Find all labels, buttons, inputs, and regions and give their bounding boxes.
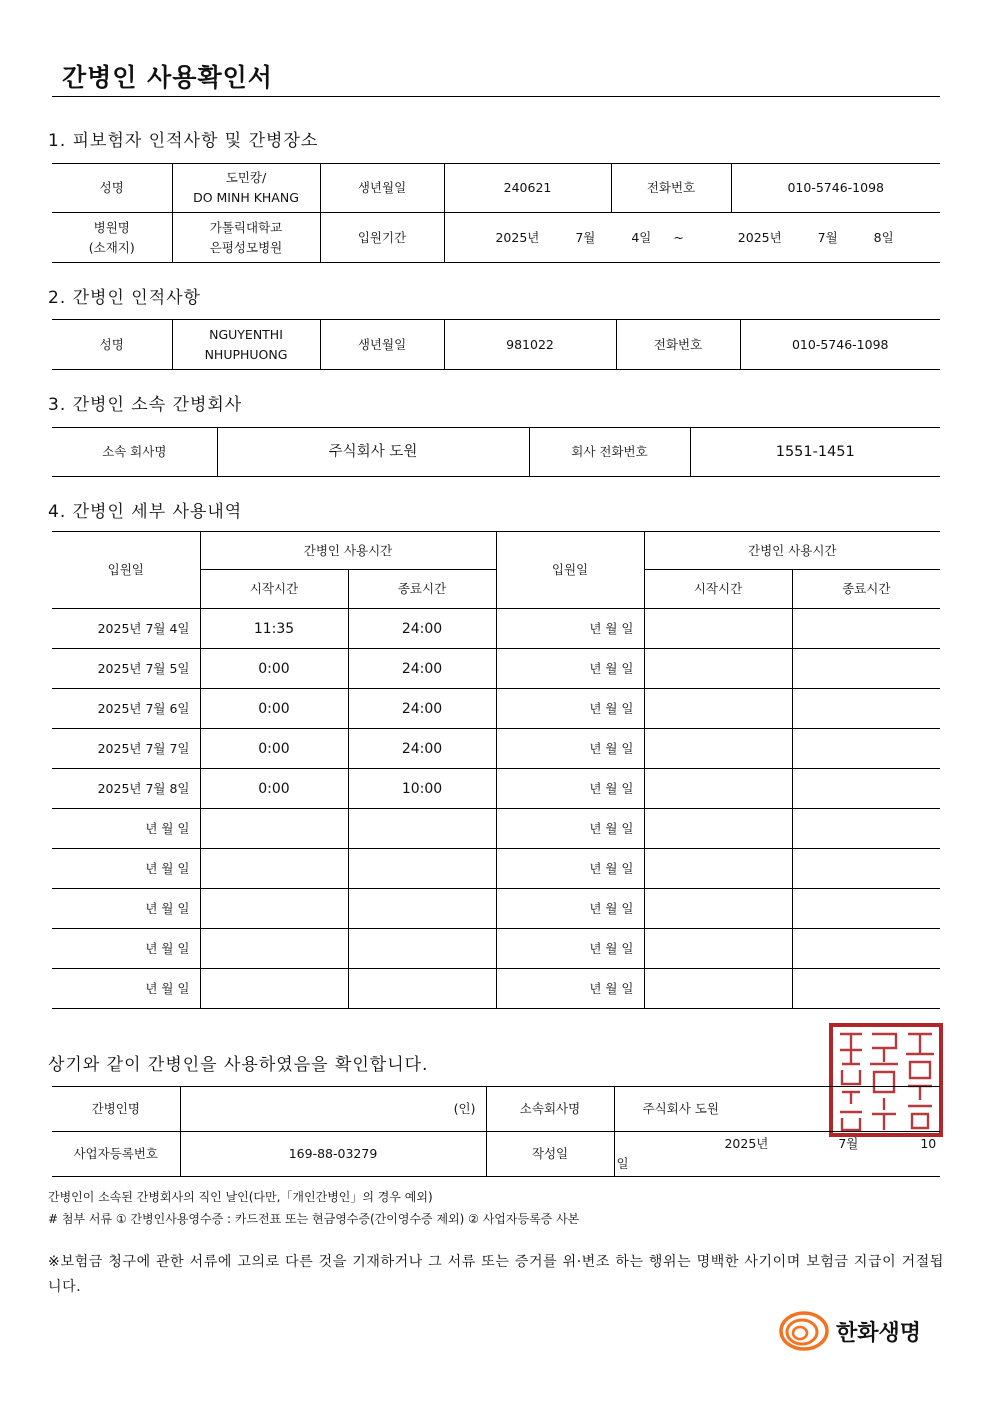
company-sign-value: 주식회사 도원 bbox=[614, 1087, 940, 1132]
period-separator: ~ bbox=[673, 229, 684, 245]
table-row bbox=[52, 729, 940, 769]
hospital-location-label: (소재지) bbox=[88, 239, 135, 255]
start-time-cell bbox=[200, 809, 348, 849]
hanwha-logo-icon bbox=[778, 1308, 830, 1354]
start-time-cell bbox=[200, 929, 348, 969]
admit-date-cell: 2025년 7월 4일 bbox=[52, 609, 200, 649]
end-time-cell: 10:00 bbox=[348, 769, 496, 809]
written-date-value bbox=[614, 1132, 940, 1177]
admit-date-cell: 년 월 일 bbox=[52, 889, 200, 929]
insured-info-table bbox=[52, 163, 940, 263]
table-row bbox=[52, 889, 940, 929]
end-time-cell bbox=[348, 849, 496, 889]
admit-date-cell-right: 년 월 일 bbox=[496, 849, 644, 889]
start-time-cell-right bbox=[644, 809, 792, 849]
admit-date-cell: 2025년 7월 8일 bbox=[52, 769, 200, 809]
end-time-cell bbox=[348, 929, 496, 969]
section4-heading: 4. 간병인 세부 사용내역 bbox=[48, 502, 243, 522]
caregiver-phone-value: 010-5746-1098 bbox=[740, 320, 940, 370]
caregiver-info-table bbox=[52, 319, 940, 370]
usage-time-header-right: 간병인 사용시간 bbox=[644, 532, 940, 570]
end-time-cell-right bbox=[792, 689, 940, 729]
company-info-table bbox=[52, 427, 940, 477]
insured-name-ko: 도민캉/ bbox=[225, 170, 267, 185]
written-month: 7월 bbox=[838, 1136, 859, 1151]
written-day: 10일 bbox=[616, 1136, 937, 1171]
period-label: 입원기간 bbox=[320, 213, 444, 263]
admit-date-cell-right: 년 월 일 bbox=[496, 769, 644, 809]
usage-time-header-left: 간병인 사용시간 bbox=[200, 532, 496, 570]
period-from-day: 4일 bbox=[631, 229, 652, 245]
admit-date-cell-right: 년 월 일 bbox=[496, 689, 644, 729]
page-title: 간병인 사용확인서 bbox=[62, 63, 273, 92]
admit-date-cell: 년 월 일 bbox=[52, 969, 200, 1009]
table-row bbox=[52, 929, 940, 969]
end-time-cell: 24:00 bbox=[348, 689, 496, 729]
start-time-cell bbox=[200, 889, 348, 929]
insured-phone-value: 010-5746-1098 bbox=[731, 164, 940, 213]
admit-date-cell-right: 년 월 일 bbox=[496, 649, 644, 689]
hospital-name-cell bbox=[172, 213, 320, 263]
company-name-label: 소속 회사명 bbox=[52, 428, 217, 477]
admit-date-cell: 년 월 일 bbox=[52, 929, 200, 969]
admission-period bbox=[444, 213, 940, 263]
admit-date-cell-right: 년 월 일 bbox=[496, 809, 644, 849]
caregiver-sign-field[interactable] bbox=[180, 1087, 486, 1132]
end-time-cell-right bbox=[792, 929, 940, 969]
written-date-label: 작성일 bbox=[486, 1132, 614, 1177]
end-time-cell bbox=[348, 969, 496, 1009]
period-to-day: 8일 bbox=[873, 229, 894, 245]
bizno-label: 사업자등록번호 bbox=[52, 1132, 180, 1177]
start-time-cell-right bbox=[644, 769, 792, 809]
admit-date-cell: 년 월 일 bbox=[52, 809, 200, 849]
caregiver-name-line2: NHUPHUONG bbox=[204, 346, 288, 362]
table-row bbox=[52, 689, 940, 729]
start-time-cell-right bbox=[644, 689, 792, 729]
hospital-name-line1: 가톨릭대학교 bbox=[209, 219, 283, 235]
confirmation-statement: 상기와 같이 간병인을 사용하였음을 확인합니다. bbox=[48, 1055, 429, 1075]
start-time-cell-right bbox=[644, 969, 792, 1009]
admit-date-cell-right: 년 월 일 bbox=[496, 929, 644, 969]
admit-date-cell: 2025년 7월 7일 bbox=[52, 729, 200, 769]
end-time-cell-right bbox=[792, 849, 940, 889]
period-to-year: 2025년 bbox=[737, 229, 782, 245]
period-from-year: 2025년 bbox=[495, 229, 540, 245]
start-time-cell-right bbox=[644, 929, 792, 969]
end-time-cell bbox=[348, 889, 496, 929]
hanwha-logo bbox=[778, 1308, 921, 1354]
table-row bbox=[52, 849, 940, 889]
company-phone-label: 회사 전화번호 bbox=[529, 428, 690, 477]
hospital-label: 병원명 bbox=[93, 219, 130, 235]
table-row bbox=[52, 769, 940, 809]
admit-date-header-left: 입원일 bbox=[52, 532, 200, 609]
end-time-header-right: 종료시간 bbox=[792, 570, 940, 609]
caregiver-birth-label: 생년월일 bbox=[320, 320, 444, 370]
start-time-cell: 0:00 bbox=[200, 689, 348, 729]
admit-date-cell: 2025년 7월 6일 bbox=[52, 689, 200, 729]
end-time-cell: 24:00 bbox=[348, 609, 496, 649]
section2-heading: 2. 간병인 인적사항 bbox=[48, 288, 201, 308]
table-row bbox=[52, 809, 940, 849]
admit-date-cell: 2025년 7월 5일 bbox=[52, 649, 200, 689]
insured-name-label: 성명 bbox=[52, 164, 172, 213]
signature-table bbox=[52, 1086, 940, 1177]
insured-phone-label: 전화번호 bbox=[611, 164, 731, 213]
caregiver-name-label: 성명 bbox=[52, 320, 172, 370]
start-time-cell bbox=[200, 849, 348, 889]
end-time-cell-right bbox=[792, 969, 940, 1009]
end-time-cell-right bbox=[792, 889, 940, 929]
start-time-header-left: 시작시간 bbox=[200, 570, 348, 609]
end-time-cell-right bbox=[792, 649, 940, 689]
admit-date-cell-right: 년 월 일 bbox=[496, 609, 644, 649]
start-time-cell: 0:00 bbox=[200, 769, 348, 809]
written-year: 2025년 bbox=[724, 1136, 769, 1151]
start-time-cell: 0:00 bbox=[200, 649, 348, 689]
company-name-value: 주식회사 도원 bbox=[217, 428, 529, 477]
company-sign-label: 소속회사명 bbox=[486, 1087, 614, 1132]
caregiver-name-line1: NGUYENTHI bbox=[209, 326, 283, 342]
period-to-month: 7월 bbox=[817, 229, 838, 245]
section1-heading: 1. 피보험자 인적사항 및 간병장소 bbox=[48, 131, 319, 151]
table-row bbox=[52, 969, 940, 1009]
insured-birth-label: 생년월일 bbox=[320, 164, 444, 213]
caregiver-phone-label: 전화번호 bbox=[616, 320, 740, 370]
end-time-cell-right bbox=[792, 729, 940, 769]
start-time-cell bbox=[200, 969, 348, 1009]
caregiver-name-sign-label: 간병인명 bbox=[52, 1087, 180, 1132]
admit-date-cell-right: 년 월 일 bbox=[496, 729, 644, 769]
start-time-cell-right bbox=[644, 609, 792, 649]
section3-heading: 3. 간병인 소속 간병회사 bbox=[48, 395, 243, 415]
caregiver-birth-value: 981022 bbox=[444, 320, 616, 370]
end-time-cell-right bbox=[792, 809, 940, 849]
admit-date-cell: 년 월 일 bbox=[52, 849, 200, 889]
end-time-cell: 24:00 bbox=[348, 729, 496, 769]
caregiver-name-cell bbox=[172, 320, 320, 370]
usage-detail-table bbox=[52, 531, 940, 1009]
start-time-cell: 0:00 bbox=[200, 729, 348, 769]
end-time-cell-right bbox=[792, 609, 940, 649]
end-time-cell-right bbox=[792, 769, 940, 809]
bizno-value: 169-88-03279 bbox=[180, 1132, 486, 1177]
attachment-note: # 첨부 서류 ① 간병인사용영수증 : 카드전표 또는 현금영수증(간이영수증 제외) ② 사업자등록증 사본 bbox=[48, 1212, 580, 1226]
insured-name-cell bbox=[172, 164, 320, 213]
period-from-month: 7월 bbox=[575, 229, 596, 245]
seal-note: 간병인이 소속된 간병회사의 직인 날인(다만,「개인간병인」의 경우 예외) bbox=[48, 1190, 433, 1204]
insured-birth-value: 240621 bbox=[444, 164, 611, 213]
hanwha-logo-text: 한화생명 bbox=[836, 1320, 922, 1346]
company-phone-value: 1551-1451 bbox=[690, 428, 940, 477]
insured-name-en: DO MINH KHANG bbox=[193, 190, 299, 205]
hospital-name-line2: 은평성모병원 bbox=[209, 239, 283, 255]
end-time-cell bbox=[348, 809, 496, 849]
table-row bbox=[52, 649, 940, 689]
fraud-warning: ※보험금 청구에 관한 서류에 고의로 다른 것을 기재하거나 그 서류 또는 증거를 위·변조 하는 행위는 명백한 사기이며 보험금 지급이 거절됩니다. bbox=[48, 1254, 944, 1295]
end-time-header-left: 종료시간 bbox=[348, 570, 496, 609]
start-time-cell: 11:35 bbox=[200, 609, 348, 649]
admit-date-cell-right: 년 월 일 bbox=[496, 889, 644, 929]
admit-date-header-right: 입원일 bbox=[496, 532, 644, 609]
start-time-header-right: 시작시간 bbox=[644, 570, 792, 609]
admit-date-cell-right: 년 월 일 bbox=[496, 969, 644, 1009]
start-time-cell-right bbox=[644, 729, 792, 769]
start-time-cell-right bbox=[644, 849, 792, 889]
start-time-cell-right bbox=[644, 649, 792, 689]
title-divider bbox=[52, 96, 940, 97]
seal-mark: (인) bbox=[453, 1101, 476, 1116]
hospital-label-cell bbox=[52, 213, 172, 263]
end-time-cell: 24:00 bbox=[348, 649, 496, 689]
start-time-cell-right bbox=[644, 889, 792, 929]
table-row bbox=[52, 609, 940, 649]
